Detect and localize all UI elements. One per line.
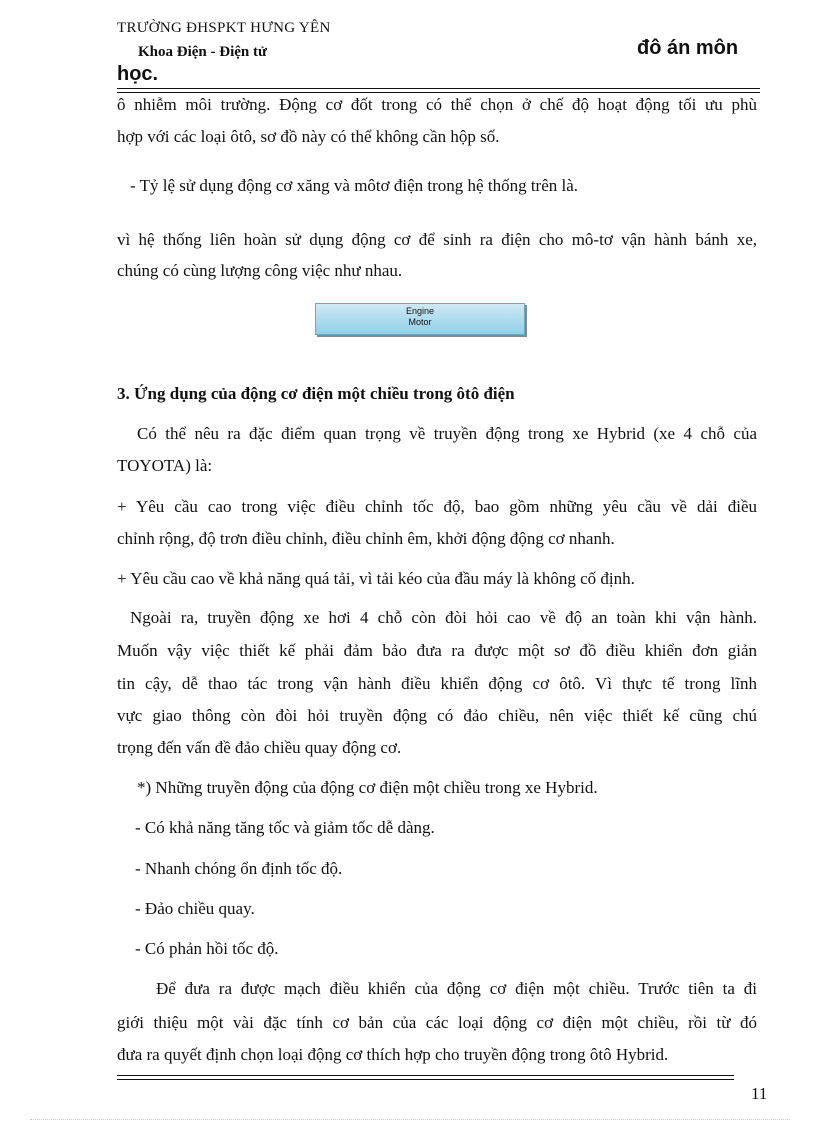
- paragraph-line: tin cậy, dễ thao tác trong vận hành điều khiển động cơ ôtô. Vì thực tế trong lĩnh: [117, 674, 757, 693]
- paragraph-line: hợp với các loại ôtô, sơ đồ này có thể không cần hộp số.: [117, 127, 500, 146]
- header-continuation: học.: [117, 63, 159, 85]
- list-item: - Có phản hồi tốc độ.: [135, 939, 279, 958]
- paragraph-line: + Yêu cầu cao về khả năng quá tải, vì tải kéo của đầu máy là không cố định.: [117, 569, 635, 588]
- paragraph-line: - Tỷ lệ sử dụng động cơ xăng và môtơ điện trong hệ thống trên là.: [130, 176, 579, 195]
- paragraph-line: Có thể nêu ra đặc điểm quan trọng về truyền động trong xe Hybrid (xe 4 chỗ của: [137, 424, 757, 443]
- header-rule-top: [117, 88, 760, 89]
- paragraph-line: *) Những truyền động của động cơ điện một chiều trong xe Hybrid.: [137, 778, 598, 797]
- list-item: - Đảo chiều quay.: [135, 899, 255, 918]
- header-right-label: đô án môn: [637, 37, 739, 59]
- paragraph-line: Để đưa ra được mạch điều khiển của động cơ điện một chiều. Trước tiên ta đi: [156, 979, 757, 998]
- paragraph-line: Muốn vậy việc thiết kế phải đảm bảo đưa ra được một sơ đồ điều khiển đơn giản: [117, 641, 757, 660]
- page-number: 11: [751, 1084, 768, 1103]
- paragraph-line: TOYOTA) là:: [117, 456, 213, 475]
- section-heading: 3. Ứng dụng của động cơ điện một chiều trong ôtô điện: [117, 384, 515, 403]
- figure-label-engine: Engine: [405, 306, 435, 316]
- paragraph-line: đưa ra quyết định chọn loại động cơ thích hợp cho truyền động trong ôtô Hybrid.: [117, 1045, 669, 1064]
- paragraph-line: vì hệ thống liên hoàn sử dụng động cơ để sinh ra điện cho mô-tơ vận hành bánh xe,: [117, 230, 757, 249]
- footer-rule-bottom: [117, 1079, 734, 1080]
- paragraph-line: trọng đến vấn đề đảo chiều quay động cơ.: [117, 738, 402, 757]
- list-item: - Nhanh chóng ổn định tốc độ.: [135, 859, 343, 878]
- list-item: - Có khả năng tăng tốc và giảm tốc dễ dàng.: [135, 818, 435, 837]
- page-edge-dots: [30, 1119, 790, 1120]
- figure-label-motor: Motor: [408, 317, 432, 327]
- engine-motor-figure: [315, 303, 525, 335]
- header-school: TRƯỜNG ĐHSPKT HƯNG YÊN: [117, 20, 331, 36]
- paragraph-line: chúng có cùng lượng công việc như nhau.: [117, 261, 403, 280]
- paragraph-line: Ngoài ra, truyền động xe hơi 4 chỗ còn đòi hỏi cao về độ an toàn khi vận hành.: [130, 608, 757, 627]
- header-rule-bottom: [117, 92, 760, 93]
- paragraph-line: ô nhiễm môi trường. Động cơ đốt trong có thể chọn ở chế độ hoạt động tối ưu phù: [117, 95, 757, 114]
- paragraph-line: giới thiệu một vài đặc tính cơ bản của các loại động cơ điện một chiều, rồi từ đó: [117, 1013, 757, 1032]
- paragraph-line: vực giao thông còn đòi hỏi truyền động có đảo chiều, nên việc thiết kế cũng chú: [117, 706, 757, 725]
- header-faculty: Khoa Điện - Điện tử: [138, 44, 268, 60]
- footer-rule-top: [117, 1075, 734, 1076]
- paragraph-line: + Yêu cầu cao trong việc điều chỉnh tốc độ, bao gồm những yêu cầu về dải điều: [117, 497, 757, 516]
- paragraph-line: chỉnh rộng, độ trơn điều chỉnh, điều chỉnh êm, khởi động động cơ nhanh.: [117, 529, 615, 548]
